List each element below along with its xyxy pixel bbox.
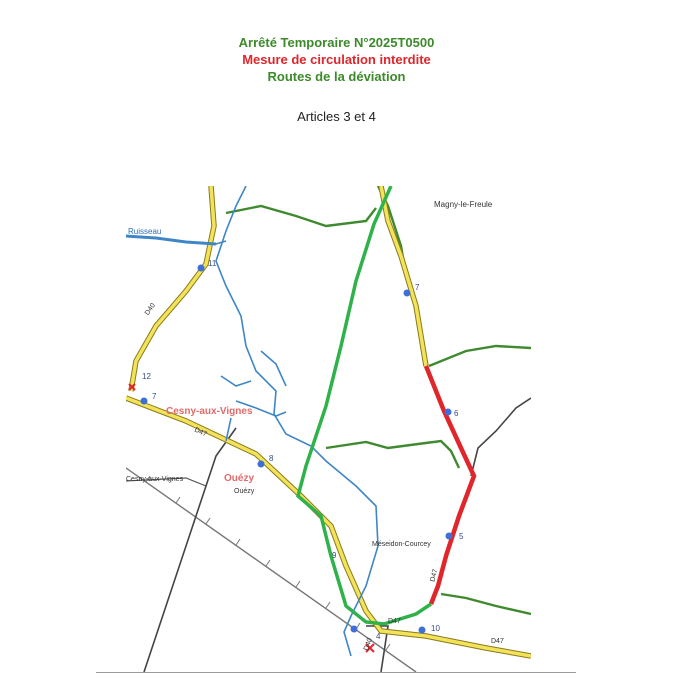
marker-7b: 7 — [152, 392, 157, 401]
marker-6: 6 — [454, 409, 459, 418]
road-label-5: D47 — [491, 638, 504, 645]
detour-subtitle: Routes de la déviation — [267, 69, 406, 84]
closure-subtitle: Mesure de circulation interdite — [242, 52, 431, 67]
main-roads — [126, 186, 531, 656]
marker-8: 8 — [269, 454, 274, 463]
detour-route — [298, 186, 431, 624]
road-label-4: D47 — [388, 618, 401, 625]
marker-12: 12 — [142, 372, 151, 381]
place-ouezy-small: Ouézy — [234, 488, 255, 495]
marker-10: 10 — [431, 624, 440, 633]
local-roads — [226, 186, 531, 614]
road-label-3: D47 — [429, 568, 440, 583]
place-ouezy: Ouézy — [224, 473, 255, 484]
articles-label: Articles 3 et 4 — [297, 109, 376, 124]
minor-roads — [126, 398, 531, 672]
route-markers — [141, 265, 453, 634]
place-river: Ruisseau — [128, 227, 162, 236]
closure-markers — [129, 384, 374, 652]
place-cesny-small: Cesny-aux-Vignes — [126, 476, 184, 483]
road-label-6: D40 — [362, 637, 374, 652]
marker-11: 11 — [208, 259, 217, 268]
footer-divider — [96, 672, 576, 673]
marker-9: 9 — [332, 551, 337, 560]
place-magny: Magny-le-Freule — [434, 200, 493, 209]
road-label-1: D40 — [143, 302, 157, 317]
marker-7a: 7 — [415, 283, 420, 292]
arrete-title: Arrêté Temporaire N°2025T0500 — [238, 35, 435, 50]
place-cesny: Cesny-aux-Vignes — [166, 406, 253, 417]
road-label-2: D47 — [193, 426, 208, 439]
place-mesnil: Méseidon-Courcey — [372, 541, 431, 548]
detour-map — [126, 186, 531, 672]
marker-5: 5 — [459, 532, 464, 541]
marker-4: 4 — [376, 632, 381, 641]
